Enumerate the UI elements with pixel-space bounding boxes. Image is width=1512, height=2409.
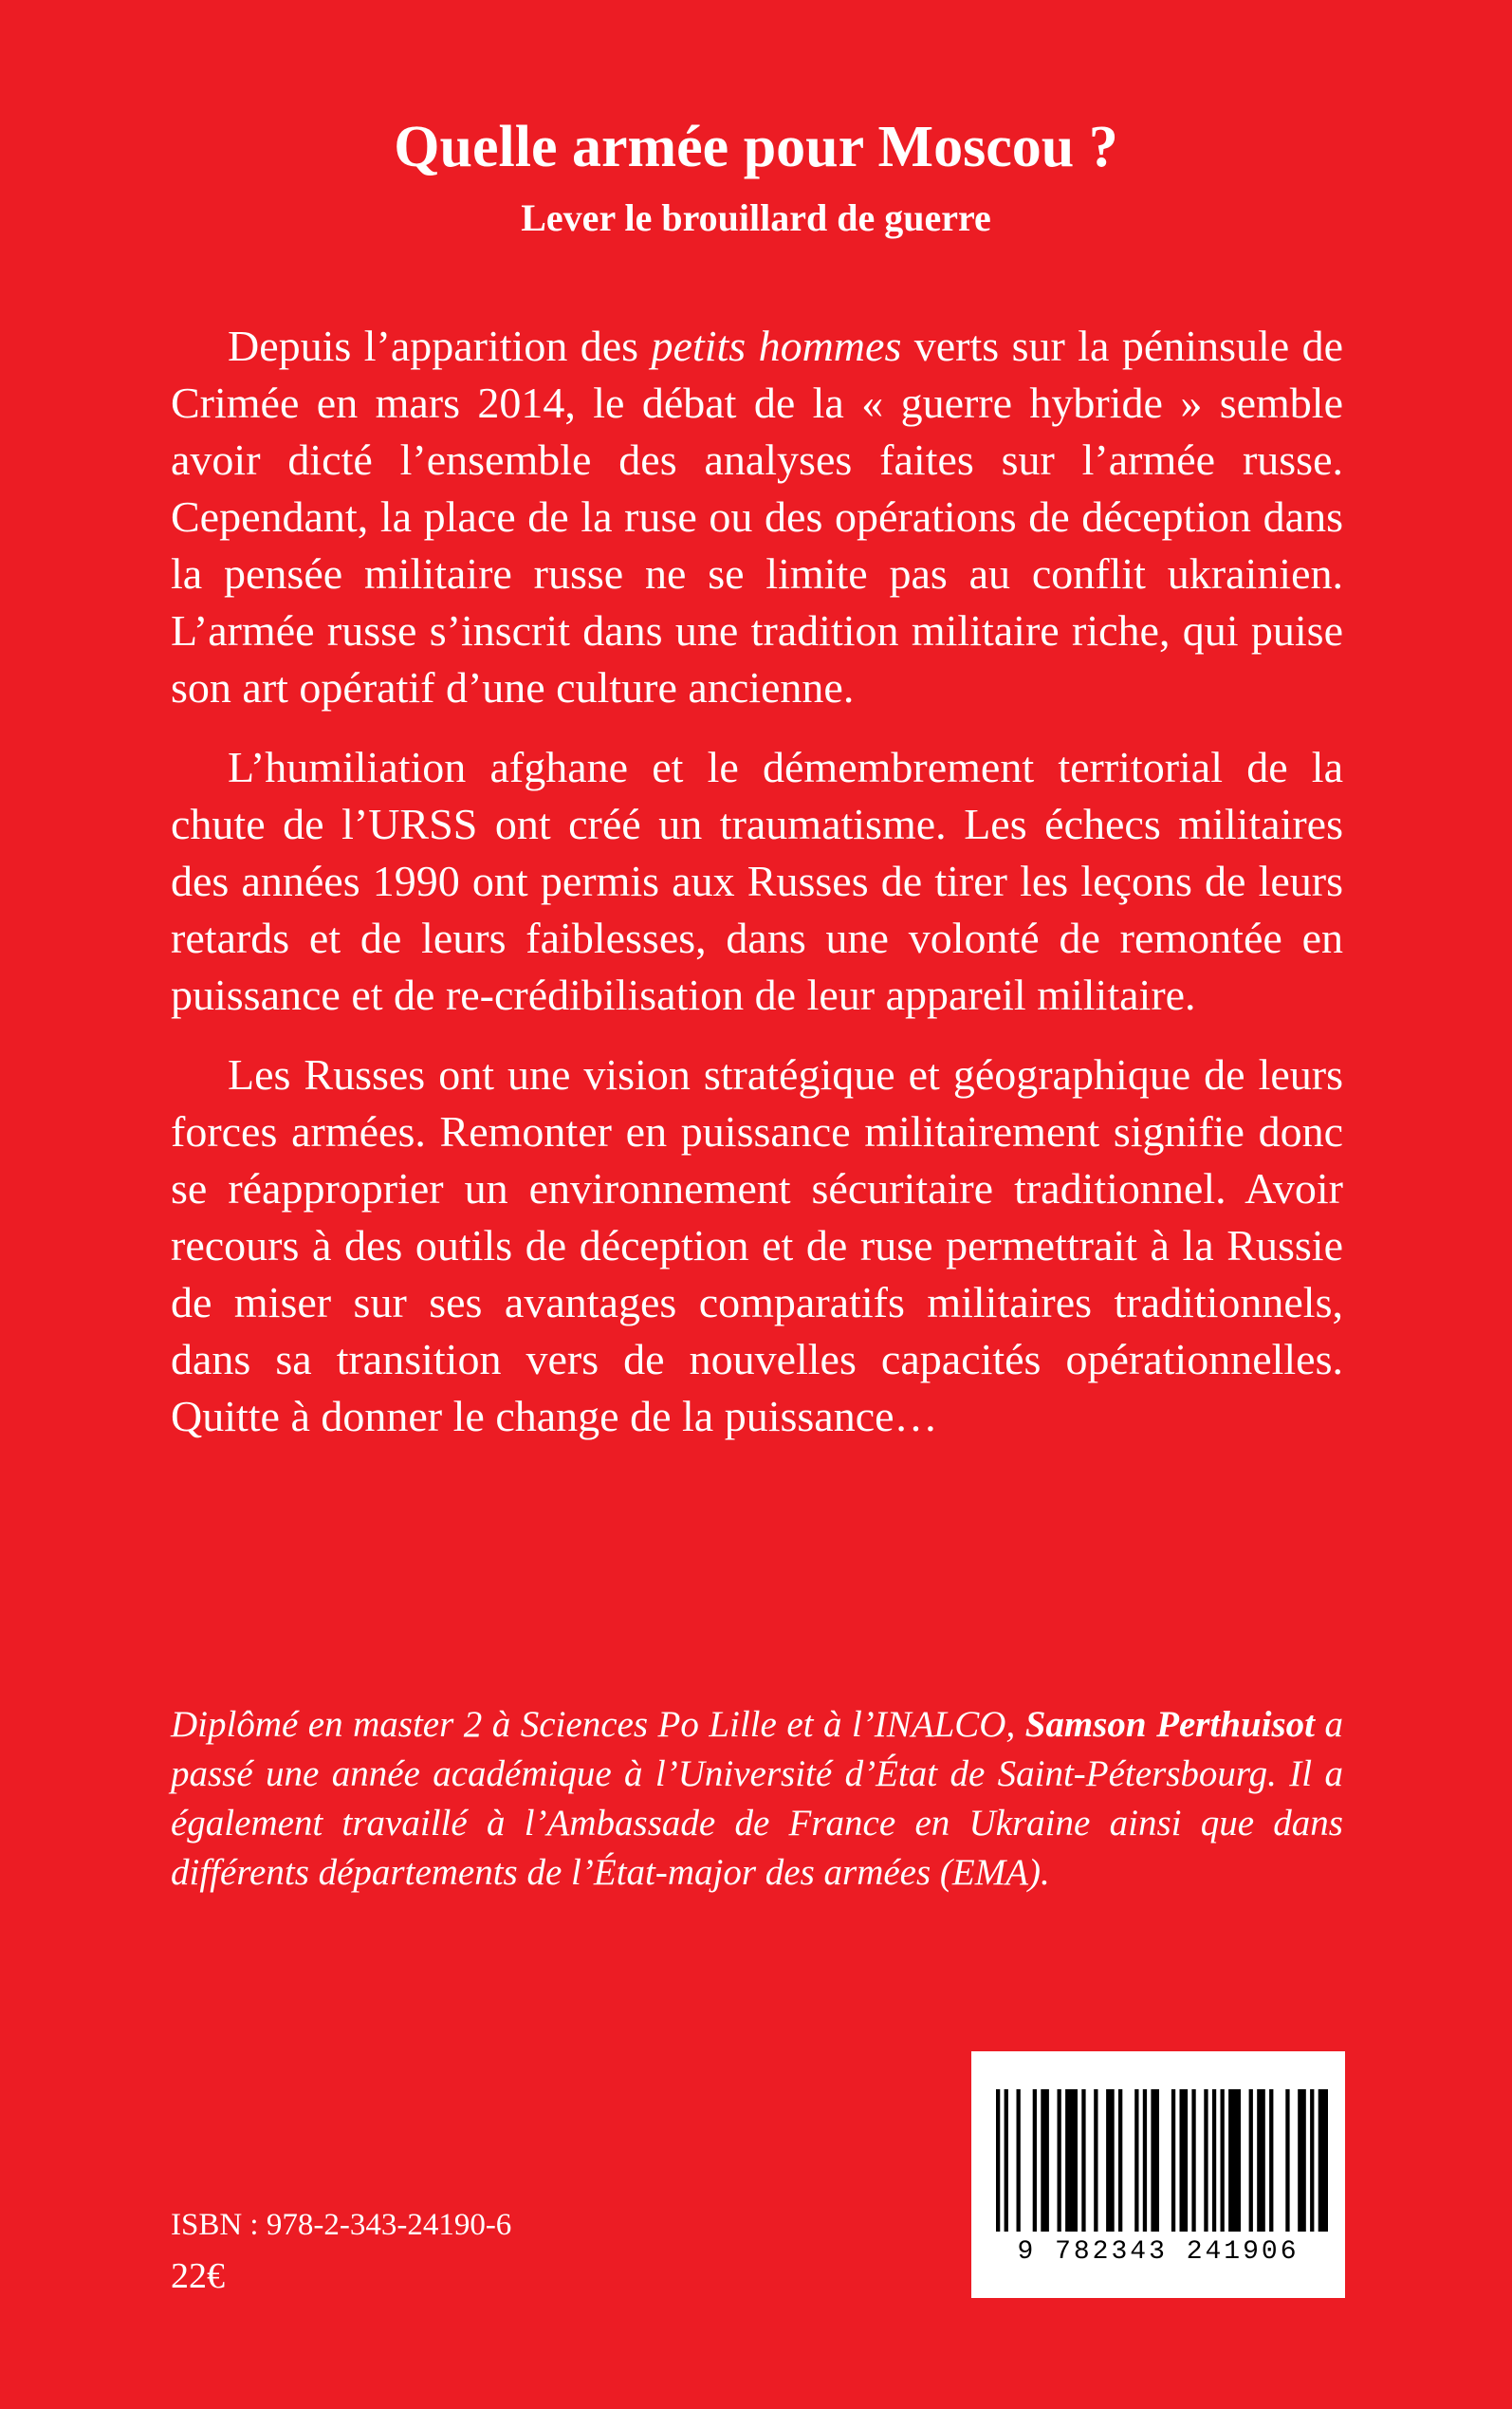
blurb-p1-start: Depuis l’apparition des <box>228 322 652 370</box>
blurb-p1-rest: verts sur la péninsule de Crimée en mars 2014, le débat de la « guerre hybride » semble avoir dicté l’ensemble des analyses faites sur l’armée russe. Cependant, la place de la ruse ou des opérations de déception dans la pensée militaire russe ne se limite pas au conflit ukrainien. L’armée russe s’inscrit dans une tradition militaire riche, qui puise son art opératif d’une culture ancienne. <box>171 322 1343 712</box>
barcode <box>971 2051 1345 2298</box>
barcode-bar <box>1191 2089 1195 2232</box>
barcode-bar <box>1058 2089 1061 2232</box>
barcode-bar <box>1065 2089 1078 2232</box>
blurb-paragraph-1 <box>171 318 1343 716</box>
barcode-bar <box>1221 2089 1225 2232</box>
barcode-bar <box>1269 2089 1273 2232</box>
blurb-p1-emphasis: petits hommes <box>651 322 902 370</box>
barcode-bar <box>1171 2089 1175 2232</box>
bio-intro: Diplômé en master 2 à Sciences Po Lille et à l’INALCO, <box>171 1704 1025 1745</box>
blurb-paragraph-3: Les Russes ont une vision stratégique et géographique de leurs forces armées. Remonter en puissance militairement signifie donc se réapproprier un environnement sécuritaire traditionnel. Avoir recours à des outils de déception et de ruse permettrait à la Russie de miser sur ses avantages comparatifs militaires traditionnels, dans sa transition vers de nouvelles capacités opérationnelles. Quitte à donner le change de la puissance… <box>171 1050 1343 1440</box>
barcode-bar <box>1118 2089 1122 2232</box>
blurb-paragraph-2: L’humiliation afghane et le démembrement territorial de la chute de l’URSS ont créé un traumatisme. Les échecs militaires des années 1990 ont permis aux Russes de tirer les leçons de leurs retards et de leurs faiblesses, dans une volonté de remontée en puissance et de re-crédibilisation de leur appareil militaire. <box>171 743 1343 1019</box>
barcode-bar <box>1081 2089 1085 2232</box>
barcode-bar <box>1249 2089 1253 2232</box>
barcode-bar <box>1204 2089 1208 2232</box>
barcode-bar <box>1094 2089 1097 2232</box>
barcode-digits: 9 782343 241906 <box>1017 2237 1300 2267</box>
barcode-bar <box>1017 2089 1021 2232</box>
barcode-bar <box>1318 2089 1328 2232</box>
barcode-bar <box>1180 2089 1189 2232</box>
author-bio <box>171 1700 1343 1898</box>
barcode-bar <box>1285 2089 1289 2232</box>
barcode-bars <box>988 2089 1328 2252</box>
barcode-bar <box>1106 2089 1115 2232</box>
isbn: ISBN : 978-2-343-24190-6 <box>171 2208 512 2242</box>
author-name: Samson Perthuisot <box>1024 1704 1315 1745</box>
barcode-bar <box>1005 2089 1008 2232</box>
barcode-bar <box>1041 2089 1049 2232</box>
book-subtitle: Lever le brouillard de guerre <box>521 196 991 239</box>
barcode-bar <box>1134 2089 1138 2232</box>
price: 22€ <box>171 2256 225 2296</box>
blurb <box>171 318 1343 1468</box>
barcode-bar <box>1298 2089 1306 2232</box>
barcode-bar <box>996 2089 1000 2232</box>
barcode-bar <box>1151 2089 1159 2232</box>
barcode-bar <box>1033 2089 1037 2232</box>
barcode-bar <box>1212 2089 1216 2232</box>
barcode-bar <box>1257 2089 1265 2232</box>
bio-rest: a passé une année académique à l’Université d’État de Saint-Pétersbourg. Il a également travaillé à l’Ambassade de France en Ukraine ainsi que dans différents départements de l’État-major des armées (EMA). <box>171 1704 1343 1893</box>
book-title: Quelle armée pour Moscou ? <box>394 115 1118 179</box>
barcode-bar <box>1310 2089 1314 2232</box>
barcode-bar <box>1143 2089 1147 2232</box>
barcode-bar <box>1228 2089 1241 2232</box>
